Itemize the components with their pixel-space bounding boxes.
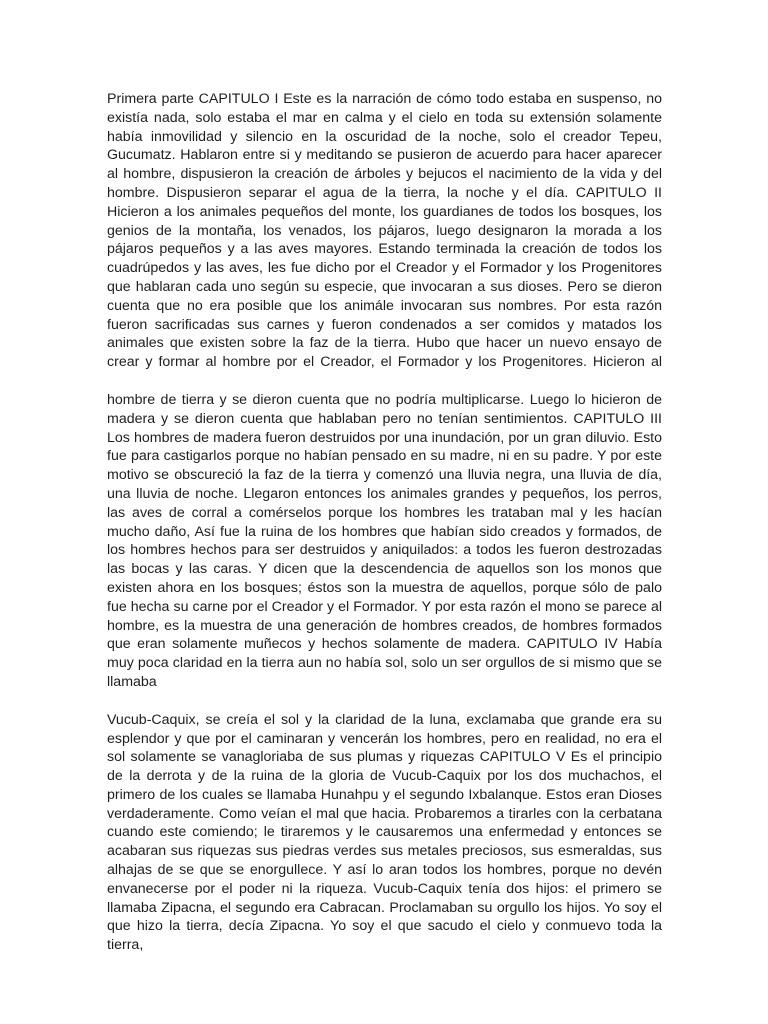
- paragraph-3: Vucub-Caquix, se creía el sol y la claridad de la luna, exclamaba que grande era su esplendor y que por el caminaran y vencerán los hombres, pero en realidad, no era el sol solamente se vanagloriaba de sus plumas y riquezas CAPITULO V Es el principio de la derrota y de la ruina de la gloria de Vucub-Caquix por los dos muchachos, el primero de los cuales se llamaba Hunahpu y el segundo Ixbalanque. Estos eran Dioses verdaderamente. Como veían el mal que hacia. Probaremos a tirarles con la cerbatana cuando este comiendo; le tiraremos y le causaremos una enfermedad y entonces se acabaran sus riquezas sus piedras verdes sus metales preciosos, sus esmeraldas, sus alhajas de se que se enorgullece. Y así lo aran todos los hombres, porque no devén envanecerse por el poder ni la riqueza. Vucub-Caquix tenía dos hijos: el primero se llamaba Zipacna, el segundo era Cabracan. Proclamaban su orgullo los hijos. Yo soy el que hizo la tierra, decía Zipacna. Yo soy el que sacudo el cielo y conmuevo toda la tierra,: [107, 711, 662, 954]
- paragraph-1: Primera parte CAPITULO I Este es la narración de cómo todo estaba en suspenso, no existía nada, solo estaba el mar en calma y el cielo en toda su extensión solamente había inmovilidad y silencio en la oscuridad de la noche, solo el creador Tepeu, Gucumatz. Hablaron entre si y meditando se pusieron de acuerdo para hacer aparecer al hombre, dispusieron la creación de árboles y bejucos el nacimiento de la vida y del hombre. Dispusieron separar el agua de la tierra, la noche y el día. CAPITULO II Hicieron a los animales pequeños del monte, los guardianes de todos los bosques, los genios de la montaña, los venados, los pájaros, luego designaron la morada a los pájaros pequeños y a las aves mayores. Estando terminada la creación de todos los cuadrúpedos y las aves, les fue dicho por el Creador y el Formador y los Progenitores que hablaran cada uno según su especie, que invocaran a sus dioses. Pero se dieron cuenta que no era posible que los animále invocaran sus nombres. Por esta razón fueron sacrificadas sus carnes y fueron condenados a ser comidos y matados los animales que existen sobre la faz de la tierra. Hubo que hacer un nuevo ensayo de crear y formar al hombre por el Creador, el Formador y los Progenitores. Hicieron al: [107, 91, 662, 371]
- document-page: [107, 90, 662, 955]
- paragraph-2: hombre de tierra y se dieron cuenta que no podría multiplicarse. Luego lo hicieron de madera y se dieron cuenta que hablaban pero no tenían sentimientos. CAPITULO III Los hombres de madera fueron destruidos por una inundación, por un gran diluvio. Esto fue para castigarlos porque no habían pensado en su madre, ni en su padre. Y por este motivo se obscureció la faz de la tierra y comenzó una lluvia negra, una lluvia de día, una lluvia de noche. Llegaron entonces los animales grandes y pequeños, los perros, las aves de corral a comérselos porque los hombres les trataban mal y les hacían mucho daño, Así fue la ruina de los hombres que habían sido creados y formados, de los hombres hechos para ser destruidos y aniquilados: a todos les fueron destrozadas las bocas y las caras. Y dicen que la descendencia de aquellos son los monos que existen ahora en los bosques; éstos son la muestra de aquellos, porque sólo de palo fue hecha su carne por el Creador y el Formador. Y por esta razón el mono se parece al hombre, es la muestra de una generación de hombres creados, de hombres formados que eran solamente muñecos y hechos solamente de madera. CAPITULO IV Había muy poca claridad en la tierra aun no había sol, solo un ser orgullos de si mismo que se llamaba: [107, 391, 662, 690]
